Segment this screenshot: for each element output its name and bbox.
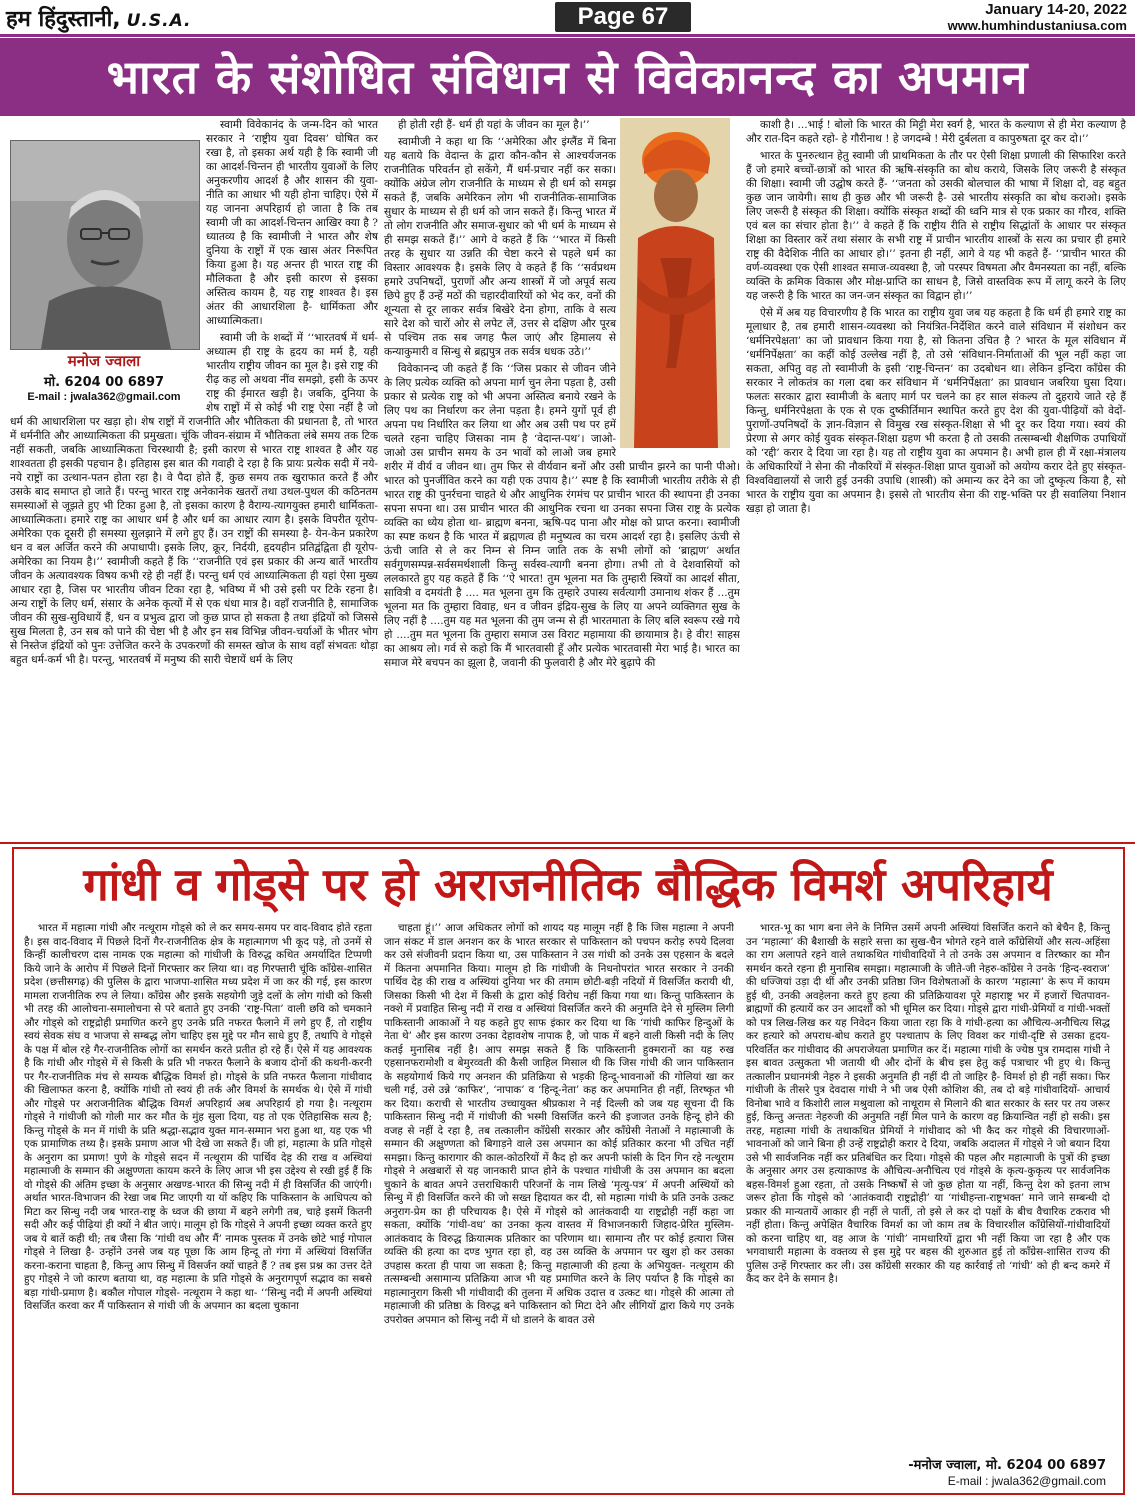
- paper-name-text: हम हिंदुस्तानी,: [6, 7, 121, 32]
- article2-headline: गांधी व गोड्से पर हो अराजनीतिक बौद्धिक विमर्श अपरिहार्य: [83, 858, 1053, 911]
- paper-name: [6, 3, 192, 33]
- masthead: [0, 0, 1135, 36]
- article1-col2-para-3: विवेकानन्द जी कहते हैं कि ‘‘जिस प्रकार से जीवन जीने के लिए प्रत्येक व्यक्ति को अपना मार्ग चुन लेना पड़ता है, उसी प्रकार से प्रत्येक राष्ट्र को भी अपना अस्तित्व बनाये रखने के लिए पथ का निर्धारण कर लेना पड़ता है। हमने युगों पूर्व ही अपना पथ निर्धारित कर लिया था और अब उसी पथ पर हमें चलते रहना चाहिए जिसका नाम है ‘वेदान्त-पथ’। जाओ-जाओ उस प्राचीन समय के उन भावों को लाओ जब हमारे शरीर में वीर्य व जीवन था। तुम फिर से वीर्यवान बनों और उसी प्राचीन झरने का पानी पीओ। भारत को पुनर्जीवित करने का यही एक उपाय है।’’ स्पष्ट है कि स्वामीजी भारतीय तरीके से ही भारत राष्ट्र की पुनर्रचना चाहते थे और आधुनिक रंगमंच पर प्राचीन भारत की स्थापना ही उनका सपना सपना था। उस प्राचीन भारत की आधुनिक रचना था उनका सपना जिस राष्ट्र के प्रत्येक व्यक्ति का ध्येय होता था- ब्राह्मण बनना, ऋषि-पद पाना और मोक्ष को प्राप्त करना। स्वामीजी का स्पष्ट कथन है कि भारत में ब्रह्मणत्व ही मनुष्यत्व का चरम आदर्श रहा है। इसलिए ऊंची से ऊंची जाति से ले कर निम्न से निम्न जाति तक के सभी लोगों को ‘ब्राह्मण’ अर्थात सर्वगुणसम्पन्न-सर्वसमर्थशाली किन्तु सर्वस्व-त्यागी बनना होगा। तभी तो वे देशवासियों को ललकारते हुए यह कहते हैं कि ‘‘ऐ भारत! तुम भूलना मत कि तुम्हारी स्त्रियों का आदर्श सीता, सावित्री व दमयंती है .... मत भूलना तुम कि तुम्हारे उपास्य सर्वत्यागी उमानाथ शंकर हैं ...तुम भूलना मत कि तुम्हारा विवाह, धन व जीवन इंद्रिय-सुख के लिए या अपने व्यक्तिगत सुख के लिए नहीं है ....तुम यह मत भूलना की तुम जन्म से ही भारतमाता के लिए बलि स्वरूप रखे गये हो ....तुम मत भूलना कि तुम्हारा समाज उस विराट महामाया की छायामात्र है। हे वीर! साहस का आश्रय लो। गर्व से कहो कि मैं भारतवासी हूँ और प्रत्येक भारतवासी मेरा भाई है। भारत का समाज मेरे बचपन का झूला है, जवानी की फुलवारी है और मेरे बुढ़ापे की: [384, 363, 740, 669]
- paper-region: U.S.A.: [126, 11, 192, 31]
- page-number: Page 67: [555, 2, 691, 32]
- article1-column-3: [746, 118, 1126, 836]
- article1-col3-para-1: काशी है। ...भाई ! बोलो कि भारत की मिट्टी मेरा स्वर्ग है, भारत के कल्याण से ही मेरा कल्याण है और रात-दिन कहते रहो- हे गौरीनाथ ! हे जगदम्बे ! मेरी दुर्बलता व कापुरुषता दूर कर दो।’’: [746, 119, 1126, 145]
- author-float-space: [10, 118, 206, 410]
- article1-col3-para-2: भारत के पुनरुत्थान हेतु स्वामी जी प्राथमिकता के तौर पर ऐसी शिक्षा प्रणाली की सिफारिश करते हैं जो हमारे बच्चों-छात्रों को भारत की ऋषि-संस्कृति का बोध कराये, जिसके लिए जरूरी है संस्कृत की शिक्षा। स्वामी जी उद्घोष करते हैं- ‘‘जनता को उसकी बोलचाल की भाषा में शिक्षा दो, वह बहुत कुछ जान जायेगी। साथ ही कुछ और भी जरूरी है- उसे भारतीय संस्कृति का बोध कराओ। इसके लिए जरूरी है संस्कृत की शिक्षा। क्योंकि संस्कृत शब्दों की ध्वनि मात्र से एक प्रकार का गौरव, शक्ति एवं बल का संचार होता है।’’ वे कहते हैं कि राष्ट्रीय रीति से राष्ट्रीय सिद्धांतों के आधार पर संस्कृत शिक्षा का विस्तार करें तथा संसार के सभी राष्ट्र में प्राचीन भारतीय शास्त्रों के सत्य का प्रचार ही हमारे राष्ट्र की वैदेशिक नीति का आधार हो।’’ इतना ही नहीं, आगे वे यह भी कहते हैं- ‘‘प्राचीन भारत की वर्ण-व्यवस्था एक ऐसी शाश्वत समाज-व्यवस्था है, जो परस्पर विषमता और वैमनस्यता का नहीं, बल्कि व्यक्ति के क्रमिक विकास और मोक्ष-प्राप्ति का साधन है, जिसे वास्तविक रूप में लागू करने के लिए यह जरूरी है कि भारत का जन-जन संस्कृत का विद्वान हो।’’: [746, 150, 1126, 302]
- masthead-rule: [0, 34, 1135, 37]
- article2-column-3: [746, 922, 1110, 1452]
- article2-signoff-email: E-mail : jwala362@gmail.com: [947, 1474, 1106, 1488]
- article2-signoff: -मनोज ज्वाला, मो. 6204 00 6897: [908, 1458, 1106, 1473]
- article2-col1-para-1: भारत में महात्मा गांधी और नत्थूराम गोड्से को ले कर समय-समय पर वाद-विवाद होते रहता है। इस वाद-विवाद में पिछले दिनों गैर-राजनीतिक क्षेत्र के महात्मागण भी कूद पड़े, तो उनमें से किन्हीं कालीचरण दास नामक एक महात्मा को गांधीजी के विरुद्ध कथित अमर्यादित टिप्पणी किये जाने के आरोप में पिछले दिनों गिरफ्तार कर लिया था। वह गिरफ्तारी चूंकि काँग्रेस-शासित प्रदेश (छत्तीसगढ़) की पुलिस के द्वारा भाजपा-शासित मध्य प्रदेश में जा कर की गई, इस कारण मामला राजनीतिक रुप ले लिया। काँग्रेस और इसके सहयोगी जुड़े दलों के लोग गांधी को किसी भी तरह की आलोचना-समालोचना से परे बताते हुए उनकी ‘राष्ट्र-पिता’ वाली छवि को चमकाने और गोड्से को राष्ट्रद्रोही प्रमाणित करने हुए उनके प्रति नफरत फैलाने में लगे हुए हैं, तो राष्ट्रीय स्वयं सेवक संघ व भाजपा से सम्बद्ध लोग चाहिए इस मुद्दे पर मौन साधे हुए हैं, तथापि वे गोड्से के पक्ष में बोल रहे गैर-राजनीतिक लोगों का समर्थन करते प्रतीत हो रहे हैं। ऐसे में यह आवश्यक है कि गांधी और गोड्से में से किसी के प्रति भी नफरत फैलाने के बजाय दोनों की कथनी-करनी पर गैर-राजनीतिक मंच से सम्यक बौद्धिक विमर्श हो। गोड्से के प्रति नफरत फैलाना गांधीवाद की खिलाफत करना है, क्योंकि गांधी तो स्वयं ही तर्क और विमर्श के समर्थक थे। ऐसे में गांधी और गोड्से पर अराजनीतिक बौद्धिक विमर्श अपरिहार्य अब अपरिहार्य हो गया है। नत्थूराम गोड्से ने गांधीजी को गोली मार कर मौत के मुंह सुला दिया, यह तो एक ऐतिहासिक सत्य है; किन्तु गोड्से के मन में गांधी के प्रति श्रद्धा-सद्भाव युक्त मान-सम्मान भरा हुआ था, यह एक भी एक प्रामाणिक तथ्य है। इसके प्रमाण आज भी देखे जा सकते हैं। जी हां, महात्मा के प्रति गोड्से के अनुराग का प्रमाण! पुणे के गोड्से सदन में नत्थूराम की पार्थिव देह की राख व अस्थियां महात्माजी के सम्मान की अक्षुण्णता कायम करने के लिए आज भी इस उद्देश्य से रखी हुई हैं कि वो गोड्से की अंतिम इच्छा के अनुसार अखण्ड-भारत की सिन्धु नदी में ही विसर्जित की जाएंगी। अर्थात भारत-विभाजन की रेखा जब मिट जाएगी या यों कहिए कि पाकिस्तान के आधिपत्य को मिटा कर सिन्धु नदी जब भारत-राष्ट्र के ध्वज की छाया में बहने लगेगी तब, चाहे इसमें कितनी सदी और कई पीढ़ियां ही क्यों ने बीत जाएं। मालूम हो कि गोड्से ने अपनी इच्छा व्यक्त करते हुए जब ये बातें कही थी; तब जैसा कि ‘गांधी वध और मैं’ नामक पुस्तक में उनके छोटे भाई गोपाल गोड्से ने लिखा है- उन्होंने उनसे जब यह पूछा कि आम हिन्दू तो गंगा में अस्थियां विसर्जित करना-कराना चाहता है, किन्तु आप सिन्धु में विसर्जन क्यों चाहते हैं ? तब इस प्रश्न का उत्तर देते हुए गोड्से ने जो कारण बताया था, वह महात्मा के प्रति गोड्से के अनुरागपूर्ण सद्भाव का सबसे बड़ा गांधी-प्रमाण है। बकौल गोपाल गोड्से- नत्थूराम ने कहा था- ‘‘सिन्धु नदी में अपनी अस्थियां विसर्जित करवा कर मैं पाकिस्तान से गांधी जी के अपमान का बदला चुकाना: [24, 922, 372, 1312]
- article1-col1-para-1: स्वामी विवेकानंद के जन्म-दिन को भारत सरकार ने ‘राष्ट्रीय युवा दिवस’ घोषित कर रखा है, तो इसका अर्थ यही है कि स्वामी जी का आदर्श-चिन्तन ही भारतीय युवाओं के लिए अनुकरणीय आदर्श है और शासन की युवा-नीति का आधार भी यही होना चाहिए। ऐसे में यह जानना अपरिहार्य हो जाता है कि तब स्वामी जी का आदर्श-चिन्तन आखिर क्या है ? ध्यातव्य है कि स्वामीजी ने भारत और शेष दुनिया के राष्ट्रों में एक खास अंतर निरूपित किया हुआ है। यह अन्तर ही भारत राष्ट्र की मौलिकता है और इसी कारण से इसका अस्तित्व कायम है, यह राष्ट्र शाश्वत है। इस अंतर की आधारशिला है- धार्मिकता और आध्यात्मिकता।: [206, 119, 378, 327]
- article1-col3-para-3: ऐसे में अब यह विचारणीय है कि भारत का राष्ट्रीय युवा जब यह कहता है कि धर्म ही हमारे राष्ट्र का मूलाधार है, तब हमारी शासन-व्यवस्था को नियंत्रित-निर्देशित करने वाले संविधान में संशोधन कर ‘धर्मनिरपेक्षता’ का जो प्रावधान किया गया है, सो कितना उचित है ? भारत के मूल संविधान में ‘धर्मनिर्पेक्षता’ का कहीं कोई उल्लेख नहीं है, तो उसे ‘संविधान-निर्माताओं की भूल नहीं कहा जा सकता, अपितु वह तो स्वामीजी के इसी ‘राष्ट्र-चिन्तन’ का उदबोधन था। लेकिन इन्दिरा काँग्रेस की सरकार ने लोकतंत्र का गला दबा कर संविधान में ‘धर्मनिर्पेक्षता’ क़ा प्रावधान जबरिया घुसा दिया। फलतः सरकार द्वारा स्वामीजी के बताए मार्ग पर चलने का हर साल संकल्प तो दुहराये जाते रहे हैं किन्तु, धर्मनिरपेक्षता के एक से एक दुष्कीर्तिमान स्थापित करते हुए देश की युवा-पीढ़ियों को वेदों-पुराणों-उपनिषदों के ज्ञान-विज्ञान से विमुख रख संस्कृत-शिक्षा से भी दूर कर दिया गया। स्वयं की प्रेरणा से अगर कोई युवक संस्कृत-शिक्षा ग्रहण भी करता है तो उसकी तत्सम्बन्धी शैक्षणिक उपाधियों को ‘रद्दी’ करार दे दिया जा रहा है। यह तो राष्ट्रीय युवा का अपमान है। अभी हाल ही में रक्षा-मंत्रालय के अधिकारियों ने सेना की नौकरियों में संस्कृत-शिक्षा प्राप्त युवाओं को अयोग्य करार देते हुए संस्कृत-विश्वविद्यालयों से जारी हुई उनकी उपाधि (शास्त्री) को अमान्य कर देने का जो दुष्कृत्य किया है, सो भारत के राष्ट्रीय युवा का अपमान है। इससे तो भारतीय सेना की राष्ट्र-भक्ति पर ही सवालिया निशान खड़ा हो जाता है।: [746, 307, 1126, 515]
- article1-column-1: [10, 118, 378, 836]
- author-phone: मो. 6204 00 6897: [43, 375, 165, 390]
- author-name: मनोज ज्वाला: [67, 352, 141, 370]
- article1-column-2: [384, 118, 740, 836]
- article-separator: [0, 842, 1135, 844]
- article2-column-1: [24, 922, 372, 1488]
- article1-col2-para-1: ही होती रही हैं- धर्म ही यहां के जीवन का मूल है।’’: [398, 119, 590, 131]
- article2-column-2: [384, 922, 734, 1488]
- issue-date: January 14-20, 2022: [985, 1, 1127, 18]
- article2-col2-para-1: चाहता हूं।’’ आज अधिकतर लोगों को शायद यह मालूम नहीं है कि जिस महात्मा ने अपनी जान संकट में डाल अनशन कर के भारत सरकार से पाकिस्तान को पचपन करोड़ रुपये दिलवा कर उसे संजीवनी प्रदान किया था, उस पाकिस्तान ने उस गांधी को उनके उस एहसान के बदले में कितना अपमानित किया। मालूम हो कि गांधीजी के निधनोपरांत भारत सरकार ने उनकी पार्थिव देह की राख व अस्थियां दुनिया भर की तमाम छोटी-बड़ी नदियों में विसर्जित करायी थी, जिसका किसी भी देश में किसी के द्वारा कोई विरोध नहीं किया गया था। किन्तु पाकिस्तान के नक्शे में प्रवाहित सिन्धु नदी में राख व अस्थियां विसर्जित करने की अनुमति देने से मुस्लिम लिगी पाकिस्तानी आकाओं ने यह कहते हुए साफ इंकार कर दिया था कि ‘गांधी काफिर हिन्दुओं के नेता थे’ और इस कारण उनका देहावशेष नापाक है, जो पाक में बहने वाली किसी नदी के लिए कतई मुनासिब नहीं है। आप समझ सकते हैं कि पाकिस्तानी हुक्मरानों का यह रुख एहसानफरामोशी व बेमुरव्वती की कैसी जाहिल मिसाल थी कि जिस गांधी की जान पाकिस्तान के सहयोगार्थ किये गए अनशन की प्रतिक्रिया से भड़की हिन्दू-भावनाओं की गोलियां खा कर चली गई, उसे उन्ने ‘काफिर’, ‘नापाक’ व ‘हिन्दू-नेता’ कह कर अपमानित ही नहीं, तिरष्कृत भी कर दिया। कराची से भारतीय उच्चायुक्त श्रीप्रकाश ने नई दिल्ली को जब यह सूचना दी कि पाकिस्तान सिन्धु नदी में गांधीजी की भस्मी विसर्जित करने की इजाजत उनके हिन्दू होने की वजह से नहीं दे रहा है, तब तत्कालीन काँग्रेसी सरकार और काँग्रेसी नेताओं ने महात्माजी के सम्मान की अक्षुण्णता को बिगाड़ने वाले उस अपमान का कोई प्रतिकार करना भी उचित नहीं समझा। किन्तु कारागार की काल-कोठरियों में कैद हो कर अपनी फांसी के दिन गिन रहे नत्थूराम गोड्से ने अखबारों से यह जानकारी प्राप्त होने के पश्चात गांधीजी के उस अपमान का बदला चुकाने के बावत अपने उत्तराधिकारी परिजनों के नाम लिखे ‘मृत्यु-पत्र’ में अपनी अस्थियों को सिन्धु में ही विसर्जित करने की जो सख्त हिदायत कर दी, सो महात्मा गांधी के प्रति उनके उत्कट अनुराग-प्रेम का ही परिचायक है। ऐसे में गोड्से को आतंकवादी या राष्ट्रद्रोही नहीं कहा जा सकता, क्योंकि ‘गांधी-वध’ का उनका कृत्य वास्तव में विभाजनकारी जिहाद-प्रेरित मुस्लिम-आतंकवाद के विरुद्ध क्रियात्मक प्रतिकार का परिणाम था। सामान्य तौर पर कोई हत्यारा जिस व्यक्ति की हत्या का दण्ड भुगत रहा हो, वह उस व्यक्ति के अपमान पर खुश हो कर उसका उपहास करता ही पाया जा सकता है; किन्तु महात्माजी की हत्या के अभियुक्त- नत्थूराम की तत्सम्बन्धी असामान्य प्रतिक्रिया आज भी यह प्रमाणित करने के लिए पर्याप्त है कि गोड्से का महात्मानुराग किसी भी गांधीवादी की तुलना में अधिक उदात्त व उत्कट था। गोड्से की आत्मा तो महात्माजी की प्रतिष्ठा के विरुद्ध बने पाकिस्तान को मिटा देने और लीगियों द्वारा किये गए उनके उपरोक्त अपमान को सिन्धु नदी में धो डालने के बावत उसे: [384, 922, 734, 1326]
- article2-col3-para-1: भारत-भू का भाग बना लेने के निमित्त उसमें अपनी अस्थियां विसर्जित कराने को बेचैन है, किन्तु उन ‘महात्मा’ की बैशाखी के सहारे सत्ता का सुख-चैन भोगते रहने वाले काँग्रेसियों और सत्य-अहिंसा का राग अलापते रहने वाले तथाकथित गांधीवादियों ने तो उनके उस अपमान व तिरष्कार का मौन समर्थन करते रहना ही मुनासिब समझा। महात्माजी के जीते-जी नेहरु-काँग्रेस ने उनके ‘हिन्द-स्वराज’ की धज्जियां उड़ा दी थीं और उनकी प्रतिष्ठा जिन विशेषताओं के कारण ‘महात्मा’ के रूप में कायम हुई थी, उनकी अवहेलना करते हुए हत्या की प्रतिक्रियावश पूरे महाराष्ट्र भर में हजारों चितपावन-ब्राह्मणों की हत्यायें कर उन आदर्शों को भी धूमिल कर दिया। गोड्से द्वारा गांधी-प्रेमियों व गांधी-भक्तों को पत्र लिख-लिख कर यह निवेदन किया जाता रहा कि वे गांधी-हत्या का औचित्य-अनौचित्य सिद्ध कर हत्यारे को अपराध-बोध कराते हुए पश्चाताप के लिए विवश कर गांधी-दृष्टि से उसका हृदय-परिवर्तित कर गांधीवाद की अपराजेयता प्रमाणित कर दें। महात्मा गांधी के ज्येष्ठ पुत्र रामदास गांधी ने इस बावत उत्सुकता भी जतायी थी और दोनों के बीच इस हेतु कई पत्राचार भी हुए थे। किन्तु तत्कालीन प्रधानमंत्री नेहरु ने इसकी अनुमति ही नहीं दी तो जाहिर है- विमर्श हो ही नहीं सका। फिर गांधीजी के तीसरे पुत्र देवदास गांधी ने भी जब ऐसी कोशिश की, तब दो बड़े गांधीवादियों- आचार्य विनोबा भावे व किशोरी लाल मश्रुवाला को नाथूराम से मिलाने की बात सरकार के स्तर पर तय जरूर हुई, किन्तु अन्ततः नेहरुजी की अनुमति नहीं मिल पाने के कारण वह क्रियान्वित नहीं हो सकी। इस तरह, महात्मा गांधी के तथाकथित प्रेमियों ने गांधीवाद को भी कैद कर गोड्से की विचारणाओं-भावनाओं को जाने बिना ही उन्हें राष्ट्रद्रोही करार दे दिया, जबकि अदालत में गोड्से ने जो बयान दिया उसे भी सार्वजनिक नहीं कर प्रतिबंधित कर दिया। गोड्से की पहल और महात्माजी के पुत्रों की इच्छा के अनुसार अगर उस हत्याकाण्ड के औचित्य-अनौचित्य एवं गोड्से के कृत्य-कुकृत्य पर सार्वजनिक बहस-विमर्श हुआ रहता, तो उसके निष्कर्षों से जो कुछ होता या नहीं, किन्तु देश को इतना लाभ जरूर होता कि गोड्से को ‘आतंकवादी राष्ट्रद्रोही’ या ‘गांधीहन्ता-राष्ट्रभक्त’ माने जाने सम्बन्धी दो प्रकार की मान्यतायें आकार ही नहीं ले पातीं, तो इसे ले कर दो पक्षों के बीच वैचारिक टकराव भी नहीं होता। किन्तु अपेक्षित वैचारिक विमर्श का जो काम तब के विचारशील काँग्रेसियों-गांधीवादियों को करना चाहिए था, वह आज के ‘गांधी’ नामधारियों द्वारा भी नहीं किया जा रहा है और एक भगवाधारी महात्मा के वक्तव्य से इस मुद्दे पर बहस की शुरुआत हुई तो काँग्रेस-शासित राज्य की पुलिस उन्हें गिरफ्तार कर ली। उस काँग्रेसी सरकार की यह कार्रवाई तो ‘गांधी’ को ही बन्द कमरे में कैद कर देने के समान है।: [746, 922, 1110, 1285]
- article1-col2-para-2: स्वामीजी ने कहा था कि ‘‘अमेरिका और इंग्लैंड में बिना यह बताये कि वेदान्त के द्वारा कौन-कौन से आश्चर्यजनक राजनीतिक परिवर्तन हो सकेंगे, मैं धर्म-प्रचार नहीं कर सका। क्योंकि अंग्रेज लोग राजनीति के माध्यम से ही धर्म को समझ सकते हैं, जबकि अमेरिकन लोग भी राजनीतिक-सामाजिक सुधार के माध्यम से ही धर्म को जान सकते हैं। किन्तु भारत में तो लोग राजनीति और समाज-सुधार को भी धर्म के माध्यम से ही समझ सकते हैं।’’ आगे वे कहते हैं कि ‘‘भारत में किसी तरह के सुधार या उन्नति की चेष्टा करने से पहले धर्म का विस्तार आवश्यक है। इसके लिए वे कहते हैं कि ‘‘सर्वप्रथम हमारे उपनिषदों, पुराणों और अन्य शास्त्रों में जो अपूर्व सत्य छिपे हुए हैं उन्हें मठों की चहारदीवारियों को भेद कर, वनों की शून्यता से दूर लाकर सर्वत्र बिखेरे देना होगा, ताकि वे सत्य सारे देश को चारों ओर से लपेट लें, उत्तर से दक्षिण और पूरब से पश्चिम तक सब जगह फैल जाएं और हिमालय से कन्याकुमारी व सिन्धु से ब्रह्मपुत्र तक सर्वत्र धधक उठे।’’: [384, 136, 616, 358]
- article1-headline: भारत के संशोधित संविधान से विवेकानन्द का अपमान: [0, 38, 1135, 116]
- article1-col1-para-2: स्वामी जी के शब्दों में ‘‘भारतवर्ष में धर्म-अध्यात्म ही राष्ट्र के हृदय का मर्म है, यही भारतीय राष्ट्रीय जीवन का मूल है। इसे राष्ट्र की रीढ़ कह लो अथवा नींव समझो, इसी के ऊपर राष्ट्र की ईमारत खड़ी है। जबकि, दुनिया के शेष राष्ट्रों में से कोई भी राष्ट्र ऐसा नहीं है जो धर्म की आधारशिला पर खड़ा हो। शेष राष्ट्रों में राजनीति और भौतिकता की प्रधानता है, तो भारत में धर्मनीति और आध्यात्मिकता की प्रमुखता। चूंकि जीवन-संग्राम में भौतिकता लंबे समय तक टिक नहीं सकती, जबकि आध्यात्मिकता चिरस्थायी है; इसी कारण से भारत राष्ट्र शाश्वत है और यह शाश्वतता ही इसकी पहचान है। इतिहास इस बात की गवाही दे रहा है कि प्रायः प्रत्येक सदी में नये-नये राष्ट्रों का उत्थान-पतन होता रहा है। वे पैदा होते हैं, कुछ समय तक खुराफात करते हैं और उसके बाद समाप्त हो जाते हैं। परन्तु भारत राष्ट्र अनेकानेक खतरों तथा उथल-पुथल की कठिनतम समस्याओं से जूझते हुए भी टिका हुआ है, तो इसका कारण है वैराग्य-त्यागयुक्त हमारी धार्मिकता-आध्यात्मिकता। हमारे राष्ट्र का आधार धर्म है और धर्म का आधार त्याग है। इसके विपरीत यूरोप-अमेरिका एक दूसरी ही समस्या सुलझाने में लगे हुए हैं। उन राष्ट्रों की समस्या है- येन-केन प्रकारेण धन व बल अर्जित करने की अपाधापी। इसके लिए, क्रूर, निर्दयी, हृदयहीन प्रतिद्वंद्विता ही यूरोप-अमेरिका का नियम है।’’ स्वामीजी कहते हैं कि ‘‘राजनीति एवं इस प्रकार की अन्य बातें भारतीय जीवन के अत्यावश्यक विषय कभी रहे ही नहीं हैं। परन्तु धर्म एवं आध्यात्मिकता ही यहां ऐसा मुख्य आधार रहा है, जिस पर भारतीय जीवन टिका रहा है, भविष्य में भी उसे इसी पर टिके रहना है। अन्य राष्ट्रों के लिए धर्म, संसार के अनेक कृत्यों में से एक धंधा मात्र है। वहाँ राजनीति है, सामाजिक जीवन की सुख-सुविधायें हैं, धन व प्रभुत्व द्वारा जो कुछ प्राप्त हो सकता है तथा इंद्रियों को जिससे सुख मिलता है, उन सब को पाने की चेष्टा भी है और इन सब विभिन्न जीवन-चर्याओं के भीतर भोग से निस्तेज इंद्रियों को पुनः उत्तेजित करने के उपकरणों की समस्त खोज के साथ वहाँ संभवतः थोड़ा बहुत धर्म-कर्म भी है। परन्तु, भारतवर्ष में मनुष्य की सारी चेष्टायें धर्म के लिए: [10, 332, 378, 666]
- photo-float-space: [616, 118, 740, 454]
- website-url: www.humhindustaniusa.com: [947, 18, 1127, 33]
- author-email: E-mail : jwala362@gmail.com: [27, 391, 181, 403]
